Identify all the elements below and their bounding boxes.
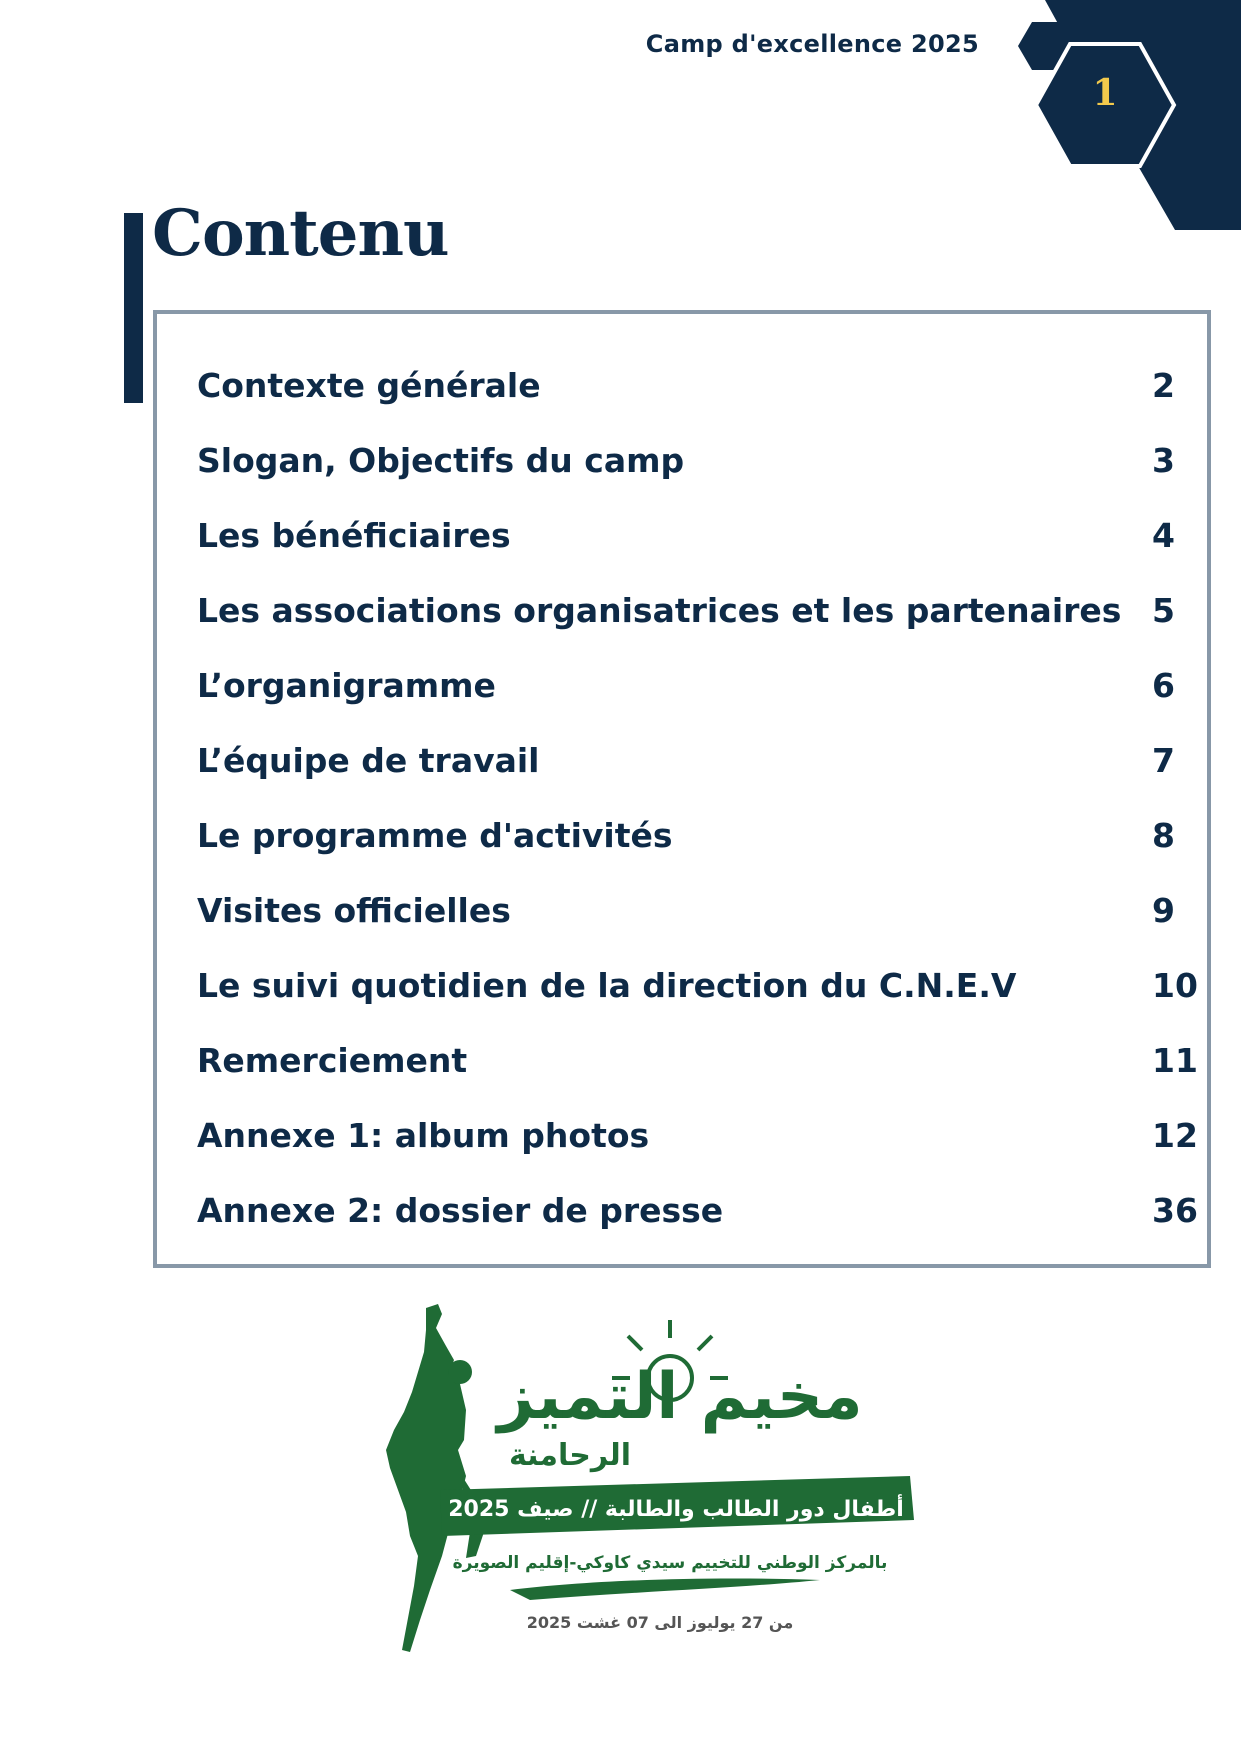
toc-item-page: 3 bbox=[1152, 441, 1175, 480]
toc-item-page: 9 bbox=[1152, 891, 1175, 930]
toc-item-page: 6 bbox=[1152, 666, 1175, 705]
toc-item[interactable] bbox=[157, 1116, 1207, 1176]
logo-title: مخيم التميز bbox=[497, 1360, 863, 1434]
toc-item-label: L’équipe de travail bbox=[197, 741, 540, 780]
jumping-person-icon bbox=[386, 1304, 484, 1652]
logo-brush-stroke bbox=[510, 1578, 820, 1600]
document-header-title: Camp d'excellence 2025 bbox=[645, 30, 979, 58]
toc-item-page: 36 bbox=[1152, 1191, 1198, 1230]
toc-item-label: Annexe 1: album photos bbox=[197, 1116, 650, 1155]
toc-item[interactable] bbox=[157, 591, 1207, 651]
page-number: 1 bbox=[1092, 72, 1118, 114]
toc-item[interactable] bbox=[157, 366, 1207, 426]
logo-subtitle: الرحامنة bbox=[508, 1438, 632, 1473]
toc-item-page: 11 bbox=[1152, 1041, 1198, 1080]
toc-item-page: 12 bbox=[1152, 1116, 1198, 1155]
toc-item-label: Les associations organisatrices et les partenaires bbox=[197, 591, 1122, 630]
toc-item-label: Contexte générale bbox=[197, 366, 541, 405]
toc-item-page: 8 bbox=[1152, 816, 1175, 855]
toc-item[interactable] bbox=[157, 816, 1207, 876]
toc-item[interactable] bbox=[157, 516, 1207, 576]
toc-item[interactable] bbox=[157, 666, 1207, 726]
toc-item-label: Le suivi quotidien de la direction du C.N.E.V bbox=[197, 966, 1017, 1005]
toc-heading: Contenu bbox=[152, 196, 449, 271]
logo-banner-text: أطفال دور الطالب والطالبة // صيف 2025 bbox=[448, 1497, 904, 1522]
toc-item[interactable] bbox=[157, 966, 1207, 1026]
toc-item-page: 5 bbox=[1152, 591, 1175, 630]
toc-item-page: 7 bbox=[1152, 741, 1175, 780]
toc-item[interactable] bbox=[157, 441, 1207, 501]
camp-logo bbox=[380, 1300, 940, 1660]
toc-item[interactable] bbox=[157, 1041, 1207, 1101]
toc-item-page: 10 bbox=[1152, 966, 1198, 1005]
toc-box bbox=[153, 310, 1211, 1268]
toc-item-label: L’organigramme bbox=[197, 666, 496, 705]
toc-item-label: Les bénéficiaires bbox=[197, 516, 511, 555]
toc-item-label: Slogan, Objectifs du camp bbox=[197, 441, 685, 480]
toc-item[interactable] bbox=[157, 891, 1207, 951]
toc-item-label: Visites officielles bbox=[197, 891, 511, 930]
toc-item-page: 2 bbox=[1152, 366, 1175, 405]
toc-item-label: Annexe 2: dossier de presse bbox=[197, 1191, 724, 1230]
toc-item[interactable] bbox=[157, 1191, 1207, 1251]
toc-item[interactable] bbox=[157, 741, 1207, 801]
logo-location: بالمركز الوطني للتخييم سيدي كاوكي-إقليم الصويرة bbox=[452, 1553, 888, 1573]
toc-item-label: Le programme d'activités bbox=[197, 816, 673, 855]
title-accent-bar bbox=[124, 213, 143, 403]
toc-item-page: 4 bbox=[1152, 516, 1175, 555]
logo-dates: من 27 يوليوز الى 07 غشت 2025 bbox=[526, 1613, 794, 1632]
toc-item-label: Remerciement bbox=[197, 1041, 468, 1080]
